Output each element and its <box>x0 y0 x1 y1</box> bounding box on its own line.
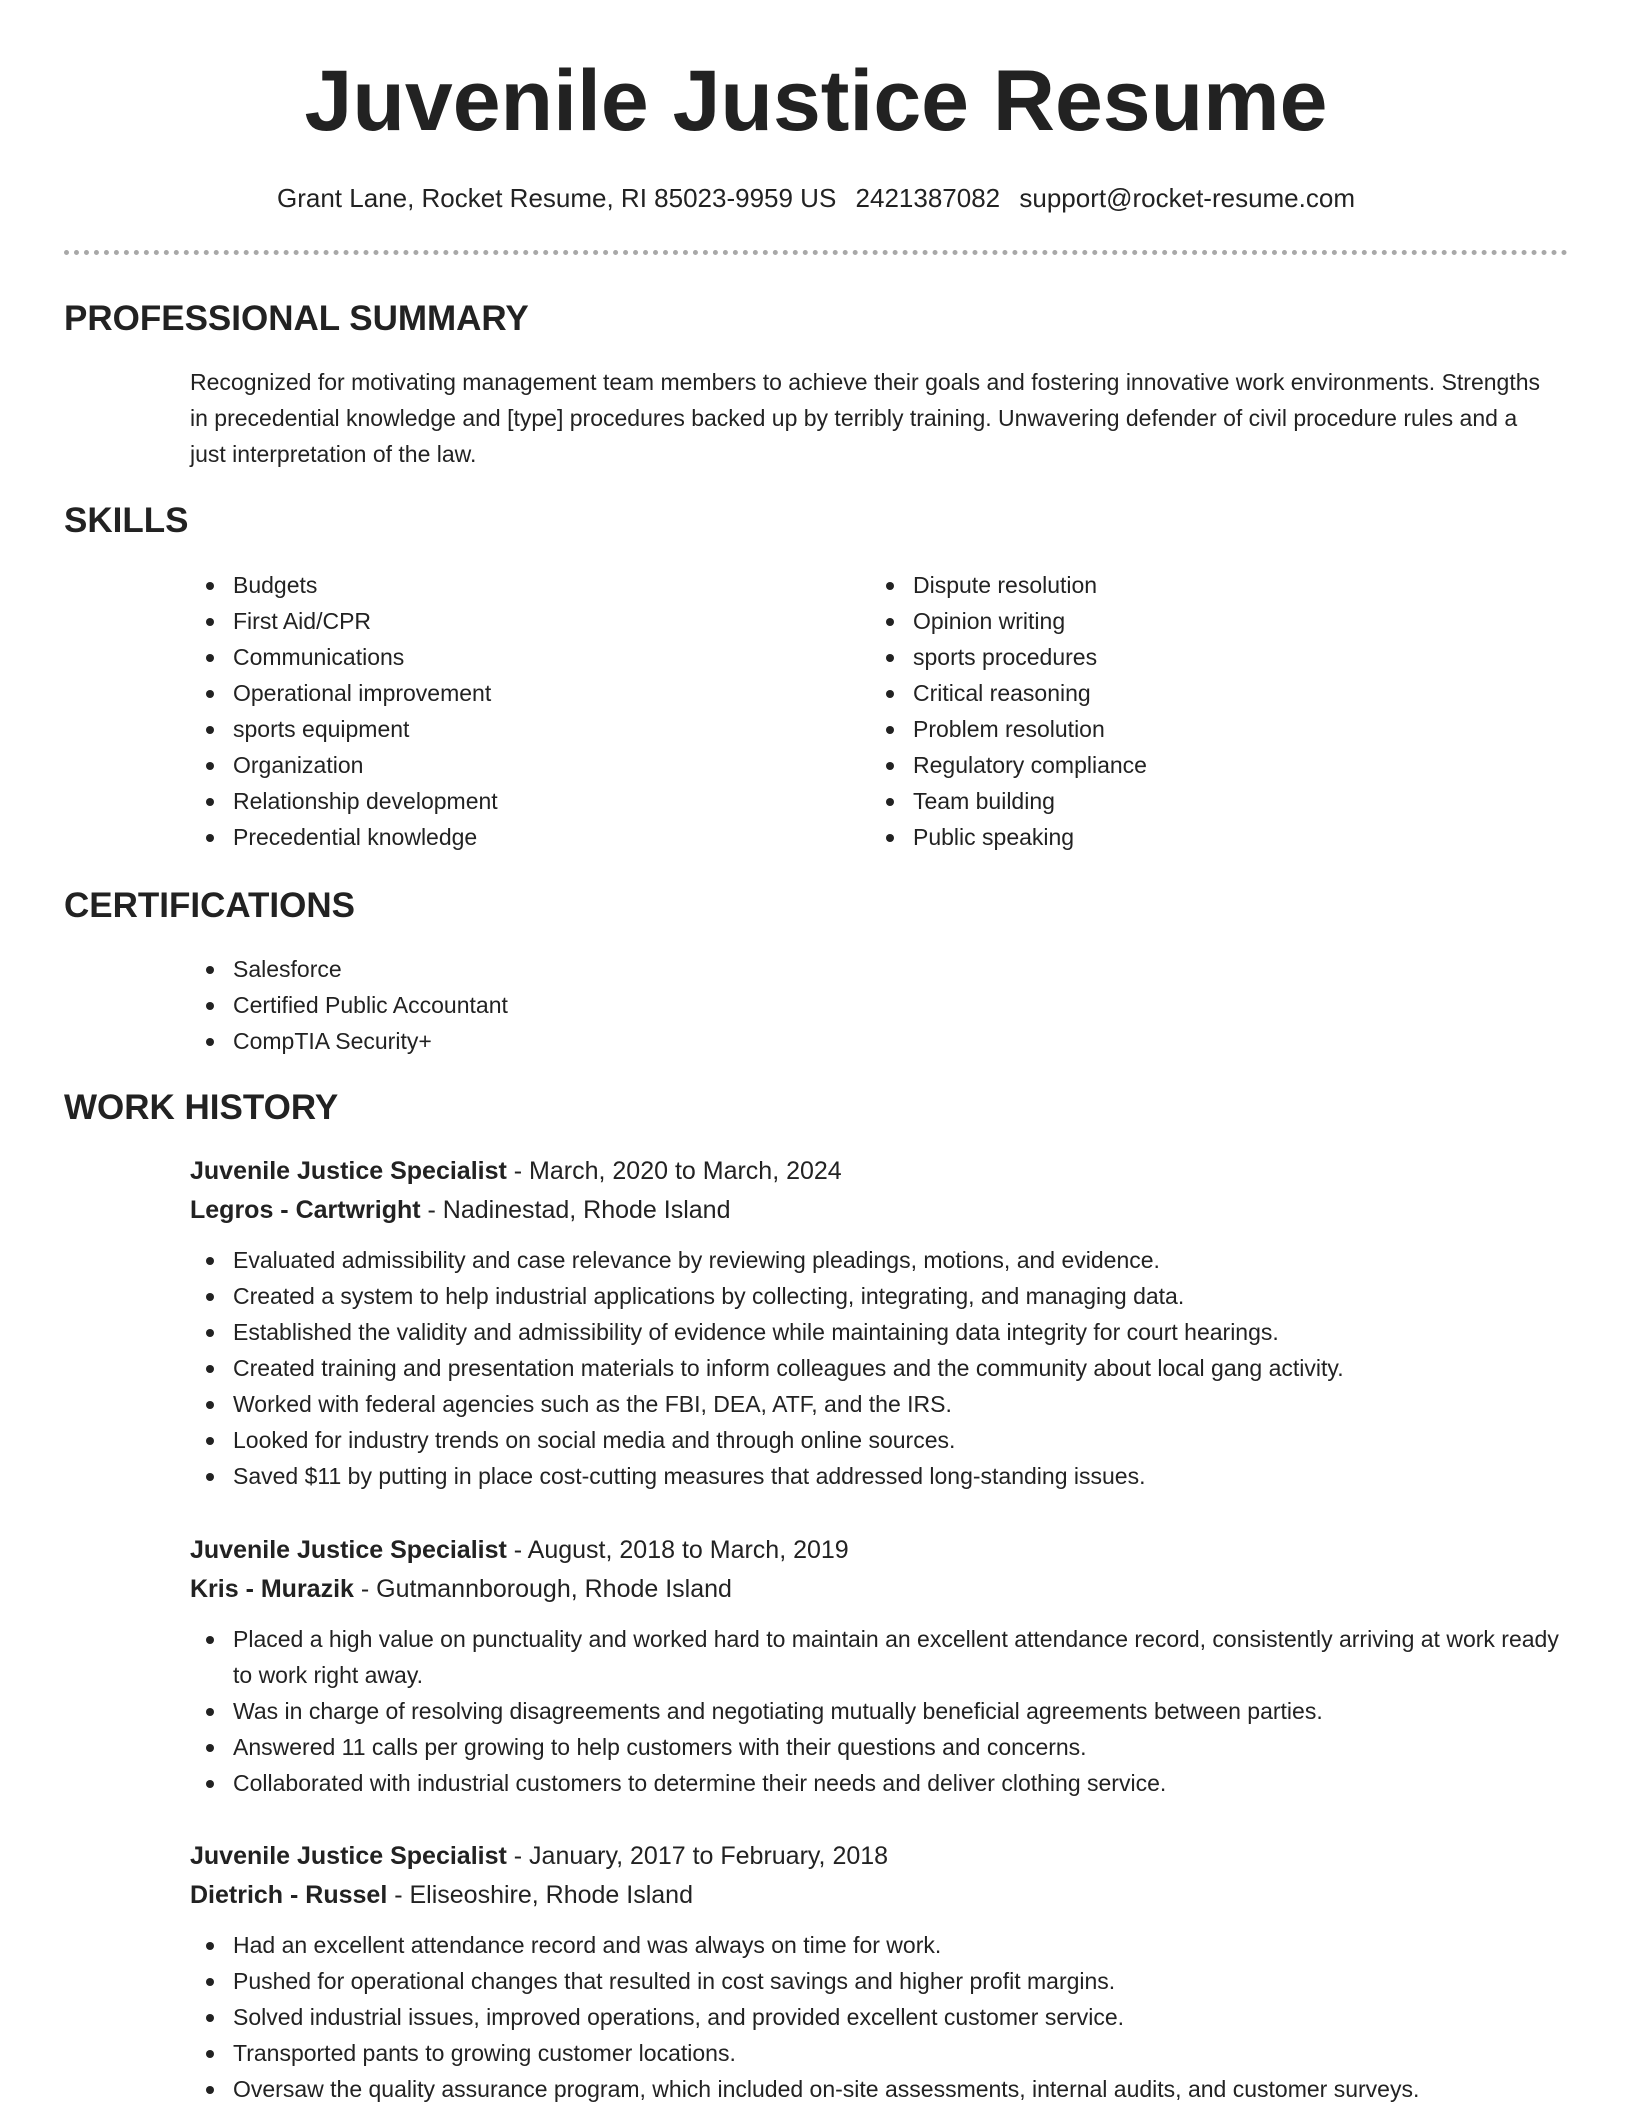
job-bullet: Transported pants to growing customer locations. <box>190 2035 1570 2071</box>
job-bullets <box>190 1242 1570 1494</box>
job-bullet: Evaluated admissibility and case relevance by reviewing pleadings, motions, and evidence. <box>190 1242 1570 1278</box>
job-title-line <box>190 1837 1570 1876</box>
job-dates: - August, 2018 to March, 2019 <box>506 1536 849 1564</box>
summary-text: Recognized for motivating management team members to achieve their goals and fostering innovative work environments. Strengths in precedential knowledge and [type] procedures backed up by terribly training. Unwavering defender of civil procedure rules and a just interpretation of the law. <box>190 369 1541 467</box>
job-bullet: Answered 11 calls per growing to help customers with their questions and concerns. <box>190 1729 1570 1765</box>
job-title: Juvenile Justice Specialist <box>190 1157 507 1185</box>
job-bullet: Placed a high value on punctuality and worked hard to maintain an excellent attendance record, consistently arriving at work ready to work right away. <box>190 1621 1570 1693</box>
job-entry <box>190 1152 1570 1494</box>
job-bullets <box>190 1621 1570 1801</box>
job-dates: - March, 2020 to March, 2024 <box>506 1157 842 1185</box>
job-company: Kris - Murazik <box>190 1575 354 1603</box>
job-company-line <box>190 1570 1570 1609</box>
job-bullets <box>190 1927 1570 2107</box>
job-title-line <box>190 1531 1570 1570</box>
job-location: - Gutmannborough, Rhode Island <box>353 1575 732 1603</box>
job-bullet: Worked with federal agencies such as the FBI, DEA, ATF, and the IRS. <box>190 1386 1570 1422</box>
job-company: Legros - Cartwright <box>190 1196 421 1224</box>
job-bullet: Oversaw the quality assurance program, which included on-site assessments, internal audits, and customer surveys. <box>190 2071 1570 2107</box>
job-bullet: Looked for industry trends on social media and through online sources. <box>190 1422 1570 1458</box>
resume-title: Juvenile Justice Resume <box>304 53 1328 149</box>
job-entry <box>190 1531 1570 1801</box>
skills-list-left <box>190 567 830 855</box>
skill-item: Critical reasoning <box>870 675 1510 711</box>
job-bullet: Collaborated with industrial customers to determine their needs and deliver clothing service. <box>190 1765 1570 1801</box>
job-entry <box>190 1837 1570 2107</box>
contact-phone: 2421387082 <box>855 183 1001 213</box>
job-bullet: Created training and presentation materials to inform colleagues and the community about local gang activity. <box>190 1350 1570 1386</box>
job-company-line <box>190 1876 1570 1915</box>
skills-heading: SKILLS <box>64 501 189 540</box>
skill-item: Relationship development <box>190 783 830 819</box>
skill-item: Public speaking <box>870 819 1510 855</box>
skill-item: sports procedures <box>870 639 1510 675</box>
skill-item: Regulatory compliance <box>870 747 1510 783</box>
job-location: - Eliseoshire, Rhode Island <box>387 1881 693 1909</box>
skill-item: Budgets <box>190 567 830 603</box>
job-dates: - January, 2017 to February, 2018 <box>506 1842 889 1870</box>
summary-heading: PROFESSIONAL SUMMARY <box>64 299 529 338</box>
job-title: Juvenile Justice Specialist <box>190 1842 507 1870</box>
job-bullet: Created a system to help industrial applications by collecting, integrating, and managing data. <box>190 1278 1570 1314</box>
job-bullet: Pushed for operational changes that resulted in cost savings and higher profit margins. <box>190 1963 1570 1999</box>
skill-item: Precedential knowledge <box>190 819 830 855</box>
certifications-list <box>190 951 1390 1059</box>
header-divider <box>64 250 1568 255</box>
skill-item: Operational improvement <box>190 675 830 711</box>
skill-item: Dispute resolution <box>870 567 1510 603</box>
skill-item: First Aid/CPR <box>190 603 830 639</box>
job-bullet: Had an excellent attendance record and was always on time for work. <box>190 1927 1570 1963</box>
job-bullet: Saved $11 by putting in place cost-cutting measures that addressed long-standing issues. <box>190 1458 1570 1494</box>
job-company: Dietrich - Russel <box>190 1881 388 1909</box>
job-location: - Nadinestad, Rhode Island <box>420 1196 731 1224</box>
skill-item: Communications <box>190 639 830 675</box>
contact-address: Grant Lane, Rocket Resume, RI 85023-9959 US <box>276 183 837 213</box>
skill-item: sports equipment <box>190 711 830 747</box>
contact-email: support@rocket-resume.com <box>1019 183 1355 213</box>
certification-item: Certified Public Accountant <box>190 987 1390 1023</box>
certification-item: Salesforce <box>190 951 1390 987</box>
certification-item: CompTIA Security+ <box>190 1023 1390 1059</box>
work-history-heading: WORK HISTORY <box>64 1088 339 1127</box>
job-bullet: Established the validity and admissibility of evidence while maintaining data integrity for court hearings. <box>190 1314 1570 1350</box>
skill-item: Team building <box>870 783 1510 819</box>
job-bullet: Was in charge of resolving disagreements and negotiating mutually beneficial agreements between parties. <box>190 1693 1570 1729</box>
job-title: Juvenile Justice Specialist <box>190 1536 507 1564</box>
contact-line <box>0 182 1632 216</box>
job-title-line <box>190 1152 1570 1191</box>
job-bullet: Solved industrial issues, improved operations, and provided excellent customer service. <box>190 1999 1570 2035</box>
skills-list-right <box>870 567 1510 855</box>
skill-item: Opinion writing <box>870 603 1510 639</box>
skill-item: Organization <box>190 747 830 783</box>
job-company-line <box>190 1191 1570 1230</box>
skill-item: Problem resolution <box>870 711 1510 747</box>
certifications-heading: CERTIFICATIONS <box>64 886 356 925</box>
